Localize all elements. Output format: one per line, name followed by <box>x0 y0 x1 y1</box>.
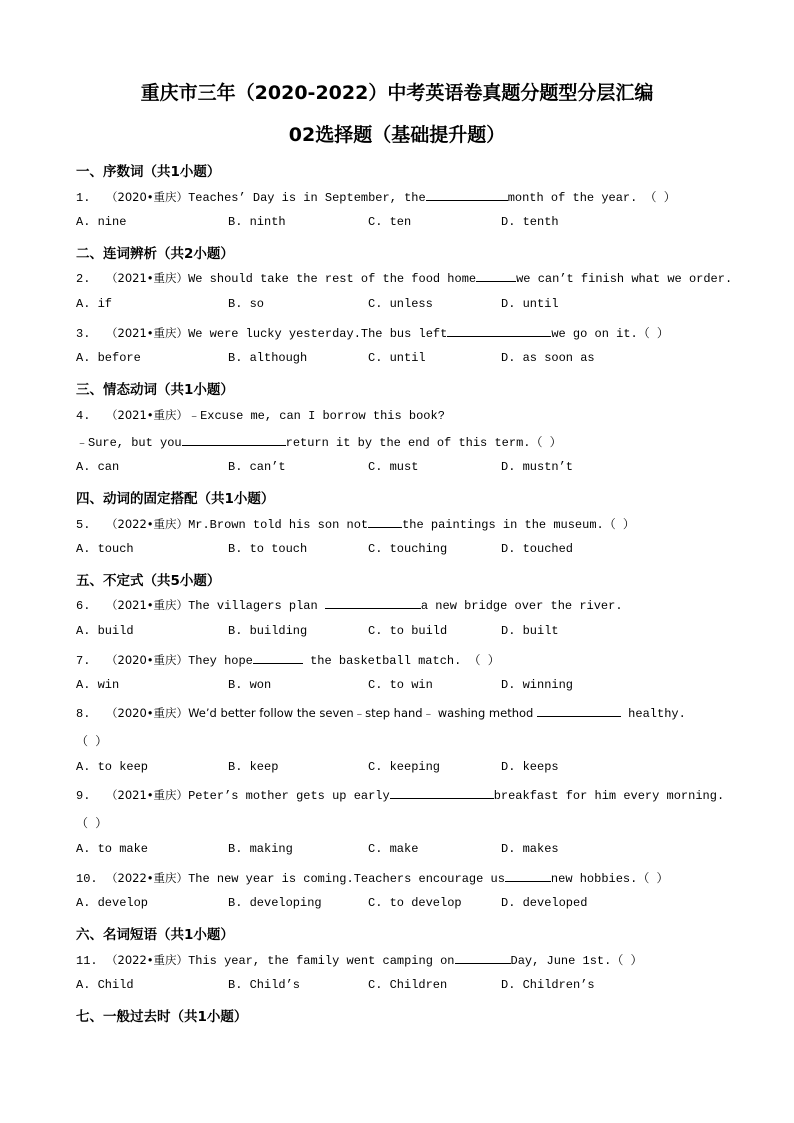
answer-blank[interactable] <box>537 705 621 717</box>
question-source: （2021•重庆） <box>106 271 189 285</box>
question-number: 1. <box>76 191 91 205</box>
option-b[interactable]: B. can’t <box>228 460 286 474</box>
question-text: Teaches’ Day is in September, the <box>188 191 426 205</box>
option-a[interactable]: A. to keep <box>76 760 149 774</box>
question-source: （2021•重庆） <box>106 788 189 802</box>
option-c[interactable]: C. to develop <box>368 896 462 910</box>
question-9 <box>76 787 724 803</box>
question-source: （2022•重庆） <box>106 871 189 885</box>
question-text: The villagers plan <box>188 599 325 613</box>
option-d[interactable]: D. mustn’t <box>501 460 574 474</box>
section-heading-conjunctions: 二、连词辨析（共2小题） <box>76 246 234 262</box>
question-text: We’d better follow the seven﹣step hand﹣ washing method <box>188 706 537 720</box>
option-b[interactable]: B. so <box>228 297 265 311</box>
option-a[interactable]: A. before <box>76 351 141 365</box>
question-text-end: the basketball match. （ ） <box>302 654 500 668</box>
question-number: 8. <box>76 707 91 721</box>
question-7 <box>76 651 500 668</box>
question-5 <box>76 515 635 532</box>
answer-blank[interactable] <box>505 870 551 882</box>
option-b[interactable]: B. won <box>228 678 272 692</box>
option-b[interactable]: B. Child’s <box>228 978 301 992</box>
question-number: 4. <box>76 409 91 423</box>
option-b[interactable]: B. making <box>228 842 293 856</box>
option-c[interactable]: C. keeping <box>368 760 441 774</box>
option-c[interactable]: C. touching <box>368 542 448 556</box>
option-c[interactable]: C. to win <box>368 678 433 692</box>
question-text-end: new hobbies.（ ） <box>550 872 669 886</box>
question-text-end: return it by the end of this term.（ ） <box>285 436 562 450</box>
question-text-end: healthy. <box>620 707 686 721</box>
question-text-end: we go on it.（ ） <box>551 327 669 341</box>
option-c[interactable]: C. until <box>368 351 426 365</box>
section-heading-infinitives: 五、不定式（共5小题） <box>76 573 221 589</box>
answer-blank[interactable] <box>325 597 421 609</box>
option-a[interactable]: A. win <box>76 678 120 692</box>
question-4 <box>76 406 445 423</box>
question-4-line-2 <box>76 433 562 450</box>
question-text: We should take the rest of the food home <box>188 272 477 286</box>
question-number: 10. <box>76 872 98 886</box>
question-text: ﹣Excuse me, can I borrow this book? <box>188 409 445 423</box>
question-8 <box>76 705 686 721</box>
question-1 <box>76 188 676 205</box>
option-d[interactable]: D. tenth <box>501 215 559 229</box>
question-text-end: we can’t finish what we order. <box>516 272 733 286</box>
question-text-end: month of the year. （ ） <box>507 191 676 205</box>
question-source: （2020•重庆） <box>106 653 189 667</box>
question-text: They hope <box>188 654 253 668</box>
option-d[interactable]: D. winning <box>501 678 574 692</box>
question-number: 5. <box>76 518 91 532</box>
question-2 <box>76 270 732 286</box>
answer-blank[interactable] <box>182 434 286 446</box>
question-text: Mr.Brown told his son not <box>188 518 369 532</box>
option-a[interactable]: A. build <box>76 624 134 638</box>
section-heading-simple-past: 七、一般过去时（共1小题） <box>76 1009 248 1025</box>
option-a[interactable]: A. can <box>76 460 120 474</box>
question-source: （2020•重庆） <box>106 190 189 204</box>
option-a[interactable]: A. if <box>76 297 113 311</box>
question-source: （2021•重庆） <box>106 408 189 422</box>
answer-blank[interactable] <box>368 516 402 528</box>
option-d[interactable]: D. as soon as <box>501 351 595 365</box>
question-text: This year, the family went camping on <box>188 954 455 968</box>
option-b[interactable]: B. building <box>228 624 308 638</box>
question-text-end: Day, June 1st.（ ） <box>510 954 643 968</box>
question-number: 6. <box>76 599 91 613</box>
question-text-end: breakfast for him every morning. <box>493 789 725 803</box>
question-number: 9. <box>76 789 91 803</box>
option-d[interactable]: D. touched <box>501 542 574 556</box>
question-text: ﹣Sure, but you <box>76 436 182 450</box>
option-b[interactable]: B. ninth <box>228 215 286 229</box>
option-d[interactable]: D. keeps <box>501 760 559 774</box>
question-8-bracket: （ ） <box>76 735 108 749</box>
option-c[interactable]: C. unless <box>368 297 433 311</box>
question-6 <box>76 597 623 613</box>
option-a[interactable]: A. touch <box>76 542 134 556</box>
option-a[interactable]: A. to make <box>76 842 149 856</box>
option-a[interactable]: A. nine <box>76 215 127 229</box>
question-text: The new year is coming.Teachers encourage us <box>188 872 505 886</box>
question-9-bracket: （ ） <box>76 817 108 831</box>
option-b[interactable]: B. keep <box>228 760 279 774</box>
answer-blank[interactable] <box>390 787 494 799</box>
option-b[interactable]: B. although <box>228 351 308 365</box>
question-11 <box>76 951 643 968</box>
question-number: 11. <box>76 954 98 968</box>
question-source: （2021•重庆） <box>106 326 189 340</box>
question-text-end: the paintings in the museum.（ ） <box>402 518 635 532</box>
option-c[interactable]: C. Children <box>368 978 448 992</box>
option-d[interactable]: D. Children’s <box>501 978 595 992</box>
document-title: 重庆市三年（2020-2022）中考英语卷真题分题型分层汇编 <box>140 82 654 104</box>
option-d[interactable]: D. makes <box>501 842 559 856</box>
option-c[interactable]: C. make <box>368 842 419 856</box>
question-text-end: a new bridge over the river. <box>420 599 623 613</box>
section-heading-modal-verbs: 三、情态动词（共1小题） <box>76 382 234 398</box>
question-source: （2022•重庆） <box>106 517 189 531</box>
option-c[interactable]: C. must <box>368 460 419 474</box>
option-a[interactable]: A. Child <box>76 978 134 992</box>
section-heading-verb-collocations: 四、动词的固定搭配（共1小题） <box>76 491 275 507</box>
answer-blank[interactable] <box>476 270 516 282</box>
answer-blank[interactable] <box>455 952 511 964</box>
question-number: 7. <box>76 654 91 668</box>
option-d[interactable]: D. developed <box>501 896 588 910</box>
question-number: 2. <box>76 272 91 286</box>
question-text: We were lucky yesterday.The bus left <box>188 327 448 341</box>
question-3 <box>76 324 669 341</box>
option-d[interactable]: D. built <box>501 624 559 638</box>
question-source: （2020•重庆） <box>106 706 189 720</box>
option-c[interactable]: C. ten <box>368 215 412 229</box>
option-b[interactable]: B. to touch <box>228 542 308 556</box>
option-c[interactable]: C. to build <box>368 624 448 638</box>
question-source: （2021•重庆） <box>106 598 189 612</box>
question-10 <box>76 869 669 886</box>
section-heading-ordinal-numbers: 一、序数词（共1小题） <box>76 164 221 180</box>
question-number: 3. <box>76 327 91 341</box>
document-subtitle: 02选择题（基础提升题） <box>288 124 506 146</box>
answer-blank[interactable] <box>426 189 508 201</box>
question-text: Peter’s mother gets up early <box>188 789 390 803</box>
option-d[interactable]: D. until <box>501 297 559 311</box>
answer-blank[interactable] <box>253 652 303 664</box>
option-a[interactable]: A. develop <box>76 896 149 910</box>
question-source: （2022•重庆） <box>106 953 189 967</box>
option-b[interactable]: B. developing <box>228 896 322 910</box>
section-heading-noun-phrases: 六、名词短语（共1小题） <box>76 927 234 943</box>
answer-blank[interactable] <box>447 325 551 337</box>
